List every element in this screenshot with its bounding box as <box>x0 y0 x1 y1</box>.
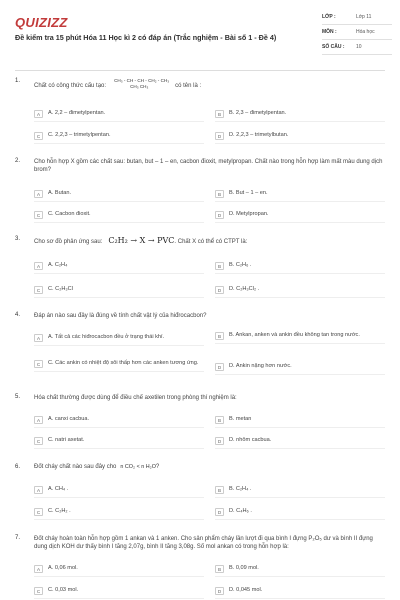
option-a[interactable]: A A. Tất cả các hiđrocacbon đều ở trạng thái khí. <box>34 334 204 346</box>
option-d[interactable]: D D. Ankin nặng hơn nước. <box>215 363 385 375</box>
option-badge: C <box>34 286 43 294</box>
option-d[interactable]: D D. C₂H₃Cl₂ . <box>215 286 385 298</box>
mole-ratio: n CO₂ < n H₂O <box>120 464 156 470</box>
question-number: 6. <box>15 464 21 470</box>
option-badge: A <box>34 416 43 424</box>
option-b[interactable]: B B. C₂H₄ . <box>215 486 385 498</box>
meta-label: MÔN : <box>322 29 337 35</box>
question-text: Chất có công thức cấu tạo: CH₃ - CH - CH - CH₂ - CH₃ CH₃ CH₃ có tên là : <box>34 78 202 89</box>
option-badge: B <box>215 190 224 198</box>
option-badge: C <box>34 437 43 445</box>
option-badge: C <box>34 211 43 219</box>
question-3 <box>15 236 387 300</box>
meta-value: Hóa học <box>356 29 375 35</box>
question-number: 3. <box>15 236 21 242</box>
option-a[interactable]: A A. 2,2 – đimetylpentan. <box>34 110 204 122</box>
question-5 <box>15 394 387 449</box>
option-badge: D <box>215 363 224 371</box>
question-text: Đốt cháy chất nào sau đây cho n CO₂ < n H₂O ? <box>34 464 160 470</box>
option-badge: D <box>215 508 224 516</box>
option-badge: D <box>215 211 224 219</box>
question-4 <box>15 312 387 382</box>
option-badge: C <box>34 508 43 516</box>
question-number: 1. <box>15 78 21 84</box>
question-text: Đốt cháy hoàn toàn hỗn hợp gồm 1 ankan và 1 anken. Cho sản phẩm cháy lần lượt đi qua bình I đựng P₂O₅ dư và bình II đựng dung dịch KOH dư thấy bình I tăng 2,07g, bình II tăng 3,08g. Số mol ankan có trong hỗn hợp là: <box>34 536 373 550</box>
option-badge: D <box>215 587 224 595</box>
option-b[interactable]: B B. 0,09 mol. <box>215 565 385 577</box>
meta-row-count <box>322 40 392 55</box>
question-text: Cho sơ đồ phản ứng sau: C₂H₂ → X → PVC . Chất X có thể có CTPT là: <box>34 236 248 245</box>
option-badge: C <box>34 587 43 595</box>
option-c[interactable]: C C. Các ankin có nhiệt độ sôi thấp hơn các anken tương ứng. <box>34 360 204 372</box>
option-badge: A <box>34 110 43 118</box>
option-d[interactable]: D D. nhôm cacbua. <box>215 437 385 449</box>
option-badge: C <box>34 132 43 140</box>
question-7 <box>15 535 387 599</box>
option-badge: B <box>215 262 224 270</box>
option-b[interactable]: B B. 2,3 – đimetylpentan. <box>215 110 385 122</box>
option-b[interactable]: B B. C₂H₆ . <box>215 262 385 274</box>
option-badge: D <box>215 286 224 294</box>
option-a[interactable]: A A. canxi cacbua. <box>34 416 204 428</box>
meta-value: Lớp 11 <box>356 14 372 20</box>
question-number: 2. <box>15 158 21 164</box>
option-c[interactable]: C C. 0,03 mol. <box>34 587 204 599</box>
meta-label: LỚP : <box>322 14 336 20</box>
option-badge: D <box>215 132 224 140</box>
option-c[interactable]: C C. natri axetat. <box>34 437 204 449</box>
question-number: 4. <box>15 312 21 318</box>
option-badge: B <box>215 416 224 424</box>
quizizz-logo: QUIZIZZ <box>15 15 68 30</box>
option-badge: A <box>34 190 43 198</box>
meta-row-class <box>322 10 392 25</box>
question-text: Hóa chất thường được dùng để điều chế axetilen trong phòng thí nghiệm là: <box>34 395 237 401</box>
option-badge: A <box>34 262 43 270</box>
option-badge: A <box>34 486 43 494</box>
option-a[interactable]: A A. CH₄ . <box>34 486 204 498</box>
option-badge: B <box>215 332 224 340</box>
question-text: Đáp án nào sau đây là đúng về tính chất vật lý của hiđrocacbon? <box>34 313 207 319</box>
question-6 <box>15 464 387 520</box>
option-a[interactable]: A A. C₂H₄ <box>34 262 204 274</box>
option-d[interactable]: D D. 0,045 mol. <box>215 587 385 599</box>
header <box>0 0 400 70</box>
question-text: Cho hỗn hợp X gồm các chất sau: butan, but – 1 – en, cacbon đioxit, metylpropan. Chất nào trong hỗn hợp làm mất màu dung dịch brom? <box>34 159 383 173</box>
option-badge: B <box>215 486 224 494</box>
meta-info <box>322 10 392 55</box>
option-badge: B <box>215 565 224 573</box>
question-2 <box>15 158 387 220</box>
meta-value: 10 <box>356 44 362 50</box>
option-c[interactable]: C C. C₂H₂ . <box>34 508 204 520</box>
meta-row-subject <box>322 25 392 40</box>
header-divider <box>15 70 385 71</box>
question-1 <box>15 78 387 138</box>
structural-formula: CH₃ - CH - CH - CH₂ - CH₃ CH₃ CH₃ <box>114 78 170 89</box>
meta-label: SỐ CÂU : <box>322 44 345 50</box>
option-badge: A <box>34 565 43 573</box>
option-c[interactable]: C C. Cacbon đioxit. <box>34 211 204 223</box>
option-badge: C <box>34 360 43 368</box>
question-number: 5. <box>15 394 21 400</box>
option-c[interactable]: C C. 2,2,3 – trimetylpentan. <box>34 132 204 144</box>
option-a[interactable]: A A. Butan. <box>34 190 204 202</box>
option-b[interactable]: B B. metan <box>215 416 385 428</box>
reaction-scheme: C₂H₂ → X → PVC <box>108 236 175 245</box>
option-c[interactable]: C C. C₂H₃Cl <box>34 286 204 298</box>
page-title: Đề kiểm tra 15 phút Hóa 11 Học kì 2 có đáp án (Trắc nghiệm - Bài số 1 - Đề 4) <box>15 33 277 42</box>
option-d[interactable]: D D. Metylpropan. <box>215 211 385 223</box>
option-a[interactable]: A A. 0,06 mol. <box>34 565 204 577</box>
option-d[interactable]: D D. 2,2,3 – trimetylbutan. <box>215 132 385 144</box>
question-number: 7. <box>15 535 21 541</box>
option-b[interactable]: B B. Ankan, anken và ankin đều không tan trong nước. <box>215 332 385 344</box>
option-badge: D <box>215 437 224 445</box>
option-badge: B <box>215 110 224 118</box>
option-d[interactable]: D D. C₄H₆ . <box>215 508 385 520</box>
option-b[interactable]: B B. But – 1 – en. <box>215 190 385 202</box>
option-badge: A <box>34 334 43 342</box>
